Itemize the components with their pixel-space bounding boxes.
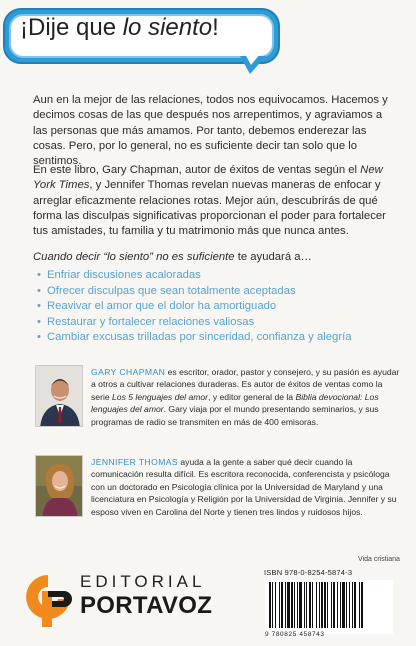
barcode-bar [279, 582, 280, 628]
cover-title: ¡Dije que lo siento! [20, 14, 219, 41]
benefits-list [37, 268, 397, 346]
barcode-bar [340, 582, 341, 628]
barcode-bar [352, 582, 353, 628]
barcode-bar [304, 582, 305, 628]
list-item: • Restaurar y fortalecer relaciones valiosas [37, 315, 255, 328]
author-photo-gary [35, 365, 83, 427]
barcode [265, 580, 393, 634]
author-bio-jennifer: JENNIFER THOMAS ayuda a la gente a saber qué decir cuando la comunicación resulta difícil. Es escritora reconocida, conferencista y psicóloga con un doctorado en Psicología clínica por la Universidad de Maryland y una licenciatura en Psicología y Religión por la Universidad de Virginia. Jennifer y su esposo viven en Carolina del Norte y tienen tres lindos y ruidosos hijos. [91, 457, 397, 517]
barcode-bar [319, 582, 320, 628]
list-item: • Enfriar discusiones acaloradas [37, 269, 201, 281]
barcode-bar [327, 582, 328, 628]
barcode-bar [333, 582, 335, 628]
description-paragraph: En este libro, Gary Chapman, autor de éxitos de ventas según el New York Times, y Jennifer Thomas revelan nuevas maneras de enfocar y arreglar eficazmente relaciones rotas. Mejor aún, descubrirás de qué forma las disculpas significativas proporcionan el poder para fortalecer tus amistades, tu familia y tu matrimonio más que nunca antes. [33, 164, 386, 238]
barcode-bar [306, 582, 307, 628]
barcode-bar [309, 582, 311, 628]
barcode-bar [346, 582, 347, 628]
barcode-bar [321, 582, 323, 628]
category-label: Vida cristiana [358, 556, 400, 563]
barcode-bar [299, 582, 302, 628]
author-bio-gary: GARY CHAPMAN es escritor, orador, pastor y consejero, y su pasión es ayudar a otros a cultivar relaciones duraderas. Es autor de éxitos de ventas como la serie Los 5 lenguajes del amor, y editor general de la Biblia devocional: Los lenguajes del amor. Gary viaja por el mundo presentando seminarios, y sus programas de radio se transmiten en más de 400 emisoras. [91, 367, 400, 427]
barcode-bar [361, 582, 363, 628]
list-item: • Reavivar el amor que el dolor ha amortiguado [37, 300, 277, 313]
list-item: • Cambiar excusas trilladas por sinceridad, confianza y alegría [37, 331, 352, 344]
publisher-name-line2: PORTAVOZ [80, 592, 213, 619]
list-item: • Ofrecer disculpas que sean totalmente aceptadas [37, 284, 296, 297]
publisher-name-line1: EDITORIAL [80, 572, 206, 591]
barcode-bar [342, 582, 345, 628]
barcode-bar [281, 582, 283, 628]
author-photo-jennifer [35, 455, 83, 517]
barcode-bar [349, 582, 350, 628]
benefits-lead: Cuando decir “lo siento” no es suficiente te ayudará a… [33, 251, 312, 263]
barcode-bar [272, 582, 273, 628]
publisher-logo [24, 563, 244, 633]
portavoz-logo-icon [24, 569, 72, 631]
barcode-bar [291, 582, 293, 628]
barcode-bar [316, 582, 317, 628]
barcode-bar [354, 582, 356, 628]
intro-paragraph: Aun en la mejor de las relaciones, todos nos equivocamos. Hacemos y decimos cosas de las que después nos arrepentimos, y agraviamos a las personas que más amamos. Por tanto, debemos enderezar las cosas. Pero, por lo general, no es suficiente decir tan solo que lo sentimos. [33, 94, 388, 168]
barcode-bar [285, 582, 286, 628]
barcode-bar [275, 582, 276, 628]
barcode-bar [324, 582, 326, 628]
barcode-bar [297, 582, 298, 628]
barcode-bar [287, 582, 290, 628]
barcode-bar [294, 582, 295, 628]
barcode-bar [359, 582, 360, 628]
barcode-bar [269, 582, 271, 628]
isbn-label: ISBN 978-0-8254-5874-3 [264, 568, 353, 577]
barcode-bar [337, 582, 338, 628]
barcode-number: 9 780825 458743 [265, 631, 325, 638]
barcode-bar [331, 582, 332, 628]
barcode-bar [312, 582, 313, 628]
